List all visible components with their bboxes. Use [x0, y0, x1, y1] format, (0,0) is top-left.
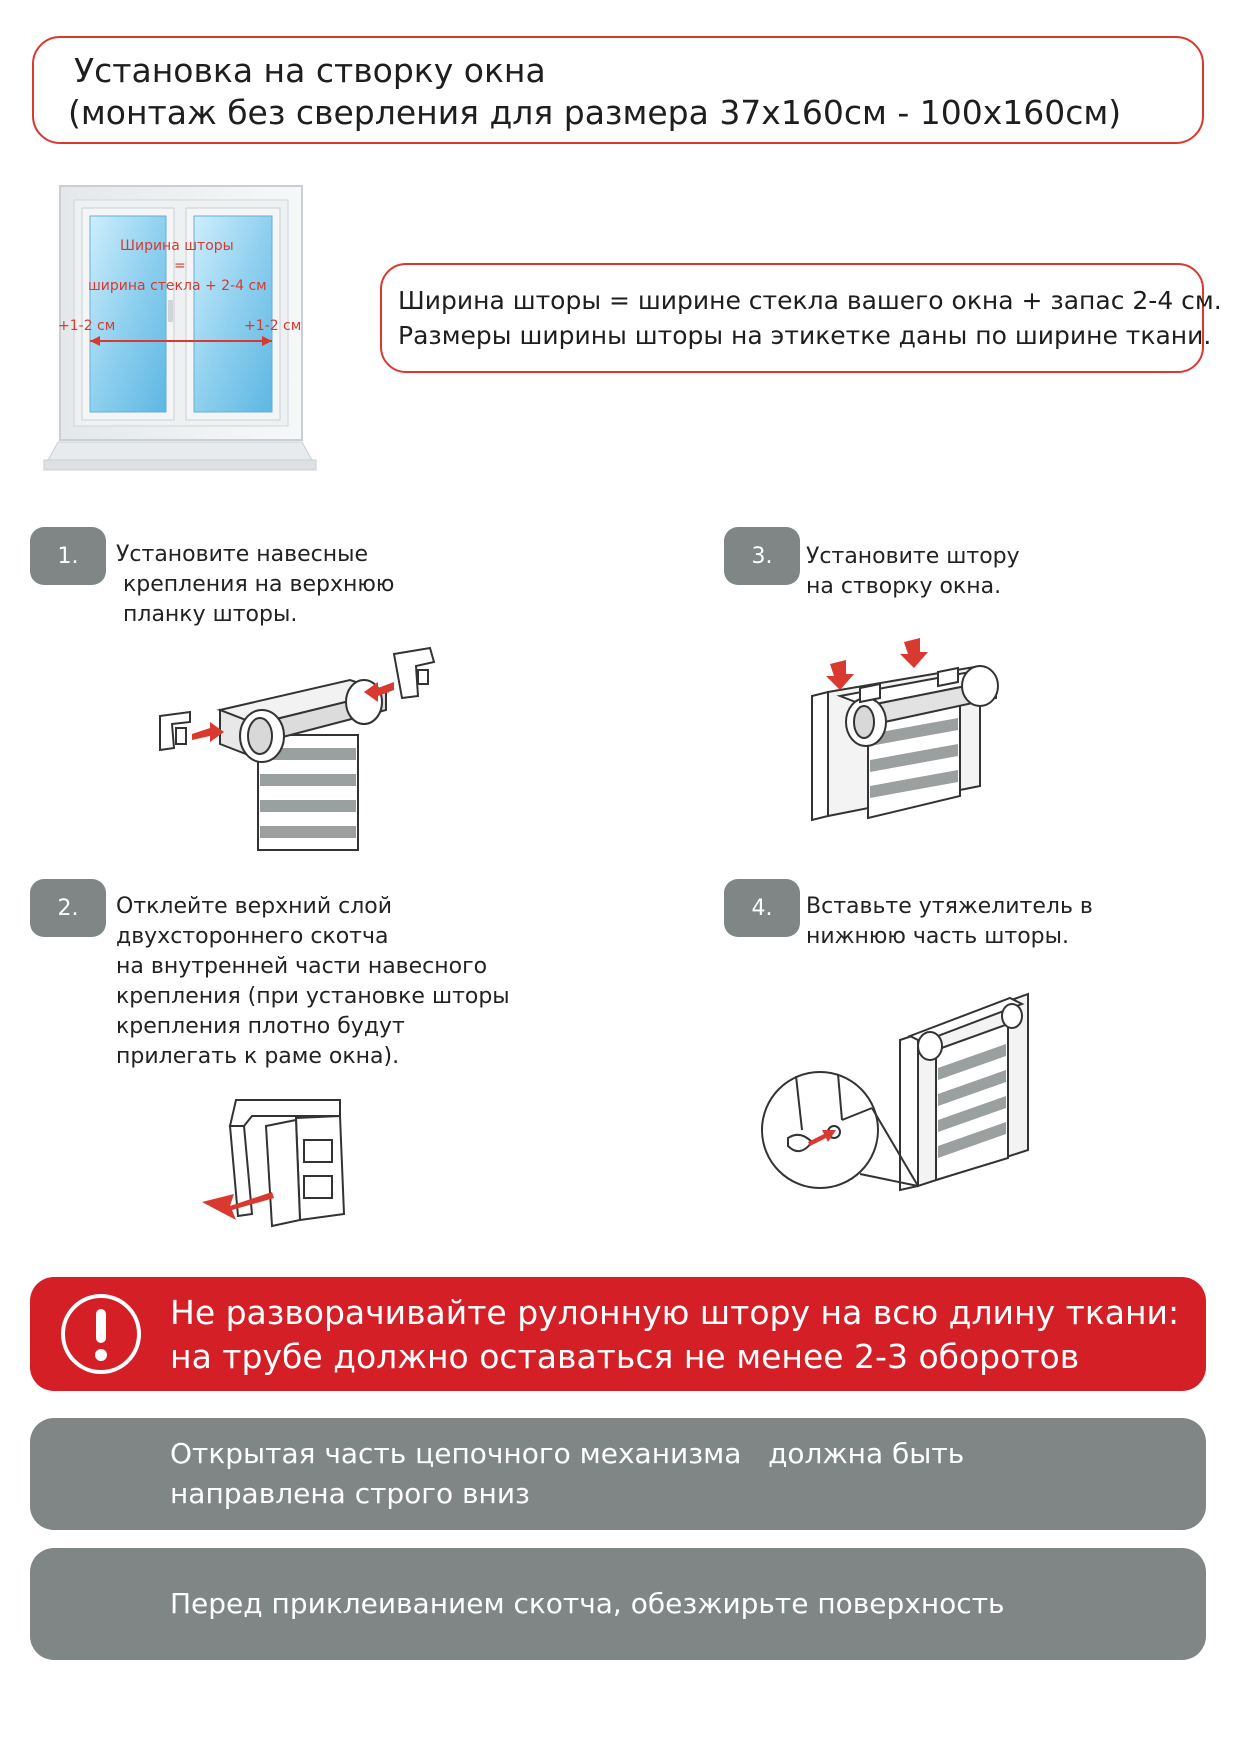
width-note-box	[380, 263, 1222, 373]
step-3-text: Установите штору на створку окна.	[806, 544, 1020, 599]
window-label-width: Ширина шторы	[120, 238, 234, 254]
info-chain-box	[30, 1418, 1206, 1530]
step-4-text: Вставьте утяжелитель в нижнюю часть шторы.	[806, 894, 1093, 949]
warning-line-2: на трубе должно оставаться не менее 2-3 оборотов	[170, 1337, 1080, 1376]
exclamation-icon	[58, 1291, 144, 1377]
title-box	[32, 36, 1204, 144]
step-2-illustration	[200, 1096, 360, 1236]
window-label-left-margin: +1-2 см	[58, 318, 116, 334]
step-2-text: Отклейте верхний слой двухстороннего скотча на внутренней части навесного крепления (при установке шторы крепления плотно будут прилегать к раме окна).	[116, 894, 510, 1069]
info-chain-text: Открытая часть цепочного механизма должна быть направлена строго вниз	[170, 1437, 965, 1510]
warning-banner	[30, 1277, 1206, 1391]
step-4-badge: 4.	[724, 879, 800, 937]
width-note-line-1: Ширина шторы = ширине стекла вашего окна + запас 2-4 см.	[398, 286, 1222, 315]
step-3-illustration	[800, 636, 1020, 836]
step-1-badge: 1.	[30, 527, 106, 585]
step-2-badge: 2.	[30, 879, 106, 937]
step-1-text: Установите навесные крепления на верхнюю планку шторы.	[116, 542, 395, 627]
window-label-equals: =	[174, 258, 186, 274]
step-4-illustration	[760, 980, 1050, 1200]
warning-text	[170, 1291, 1179, 1379]
window-label-glass: ширина стекла + 2-4 см	[88, 278, 267, 294]
title-line-1: Установка на створку окна	[74, 51, 546, 90]
info-degrease-text: Перед приклеиванием скотча, обезжирьте поверхность	[170, 1587, 1005, 1620]
step-3-badge: 3.	[724, 527, 800, 585]
step-1-illustration	[150, 640, 450, 860]
title-line-2: (монтаж без сверления для размера 37х160см - 100х160см)	[68, 93, 1122, 132]
width-note-line-2: Размеры ширины шторы на этикетке даны по ширине ткани.	[398, 321, 1212, 350]
window-label-right-margin: +1-2 см	[244, 318, 302, 334]
info-degrease-box	[30, 1548, 1206, 1660]
warning-line-1: Не разворачивайте рулонную штору на всю длину ткани:	[170, 1293, 1180, 1332]
